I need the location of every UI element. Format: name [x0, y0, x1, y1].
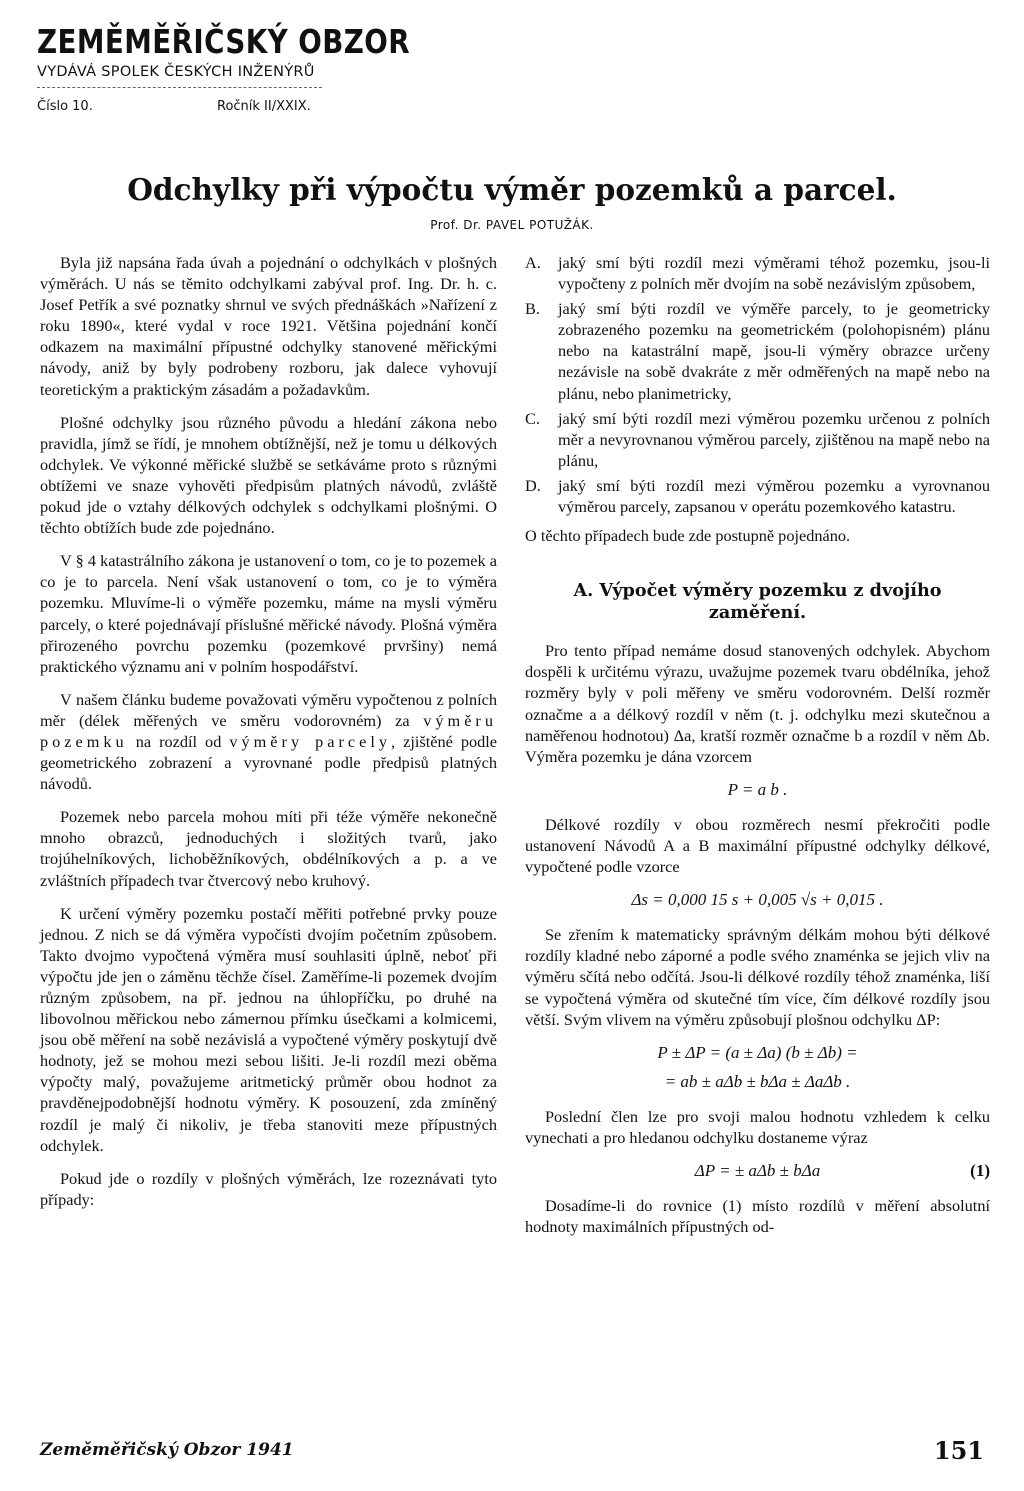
footer-journal-name: Zeměměřičský Obzor 1941 — [40, 1440, 294, 1460]
equation-line: = ab ± aΔb ± bΔa ± ΔaΔb . — [664, 1071, 851, 1091]
left-column — [40, 252, 497, 1222]
issue-number: Číslo 10. — [37, 99, 93, 114]
case-text: jaký smí býti rozdíl mezi výměrou pozemku a vyrovnanou výměrou parcely, zapsanou v operátu pozemkového katastru. — [558, 475, 990, 517]
paragraph: O těchto případech bude zde postupně pojednáno. — [525, 526, 851, 546]
section-heading: A. Výpočet výměry pozemku z dvojího zaměření. — [573, 580, 942, 624]
case-label: A. — [525, 253, 541, 272]
case-label: B. — [525, 299, 540, 319]
paragraph: Pro tento případ nemáme dosud stanovených odchylek. Abychom dospěli k určitému výrazu, uvažujme pozemek tvaru obdélníka, jehož rozměry byly v poli měřeny ve směru vodorovném. Delší rozměr označme a a délkový rozdíl v něm (t. j. odchylku mezi skutečnou a naměřenou hodnotou) Δa, kratší rozměr označme b a rozdíl v něm Δb. Výměra pozemku je dána vzorcem — [525, 641, 990, 766]
case-item — [525, 298, 990, 403]
spaced-term: výměry parcely — [229, 731, 392, 751]
journal-masthead-title: ZEMĚMĚŘIČSKÝ OBZOR — [37, 22, 411, 61]
case-item — [525, 252, 990, 294]
equation-line: P ± ΔP = (a ± Δa) (b ± Δb) = — [657, 1042, 858, 1062]
paragraph: Poslední člen lze pro svoji malou hodnotu vzhledem k celku vynechati a pro hledanou odchylku dostaneme výraz — [525, 1106, 990, 1147]
text-run: , zjištěné podle geometrického zobrazení a vyrovnané podle předpisů platných návodů. — [40, 731, 497, 794]
equation-length-tolerance: Δs = 0,000 15 s + 0,005 √s + 0,015 . — [631, 890, 884, 910]
equation-product — [525, 1042, 990, 1092]
text-run: V našem článku budeme považovati výměru vypočtenou z polních měr (délek měřených ve směru vodorovném) za — [40, 689, 497, 730]
case-text: jaký smí býti rozdíl mezi výměrou pozemku určenou z polních měr a nevyrovnanou výměrou parcely, zjištěnou na mapě nebo na plánu, — [558, 408, 990, 470]
page-number: 151 — [933, 1436, 984, 1465]
paragraph: K určení výměry pozemku postačí měřiti potřebné prvky pouze jednou. Z nich se dá výměra vypočísti dvojím početním způsobem. Takto dvojmo vypočtená výměra musí souhlasiti úplně, neboť při výpočtu jde jen o záměnu těchže čísel. Zaměříme-li pozemek dvojím různým způsobem, na př. jednou na úhlopříčku, po druhé na libovolnou měřickou nebo zámernou přímku úsečkami a kolmicemi, jsou obě měření na sobě nezávislá a vypočtené výměry poskytují dvě hodnoty, jež se mohou mezi sebou lišiti. Je-li rozdíl mezi oběma výpočty malý, považujeme aritmetický průměr obou hodnot za pravděnejpodobnější hodnotu výměry. K posouzení, zda zmíněný rozdíl je malý či nikoliv, je třeba stanoviti meze přípustných odchylek. — [40, 903, 497, 1155]
paragraph: Byla již napsána řada úvah a pojednání o odchylkách v plošných výměrách. U nás se těmito odchylkami zabýval prof. Ing. Dr. h. c. Josef Petřík a své poznatky shrnul ve svých přednáškách »Nařízení z roku 1890«, které vydal v roce 1921. Většina pojednání končí odkazem na maximální přípustné odchylky stanovené měřickými návody, aniž by byly podrobeny rozboru, jak dalece vyhovují teoretickým a praktickým zásadám a požadavkům. — [40, 253, 497, 399]
right-column — [525, 252, 990, 1249]
paragraph: Plošné odchylky jsou různého původu a hledání zákona nebo pravidla, jímž se řídí, je mnohem obtížnější, než je tomu u délkových odchylek. Ve výkonné měřické službě se setkáváme proto s různými obtížemi ve snaze vyhověti předpisům platných návodů, zvláště pokud jde o vztahy délkových odchylek s odchylkami plošnými. O těchto obtížích bude zde pojednáno. — [40, 412, 497, 538]
case-label: C. — [525, 408, 540, 428]
publisher-line: VYDÁVÁ SPOLEK ČESKÝCH INŽENÝRŮ — [37, 64, 315, 80]
equation-1 — [525, 1160, 990, 1181]
article-author: Prof. Dr. PAVEL POTUŽÁK. — [430, 218, 594, 232]
article-title: Odchylky při výpočtu výměr pozemků a parcel. — [127, 172, 897, 207]
paragraph — [40, 689, 497, 794]
text-run: na rozdíl od — [135, 731, 222, 751]
equation-body: ΔP = ± aΔb ± bΔa — [694, 1161, 821, 1181]
case-label: D. — [525, 475, 541, 495]
paragraph: Délkové rozdíly v obou rozměrech nesmí překročiti podle ustanovení Návodů A a B maximální přípustné odchylky délkové, vypočtené podle vzorce — [525, 814, 990, 877]
paragraph: Pozemek nebo parcela mohou míti při téže výměře nekonečně mnoho obrazců, jednoduchých i složitých tvarů, jako trojúhelníkových, lichoběžníkových, obdélníkových a p. a ve zvláštních případech tvar čtvercový nebo kruhový. — [40, 807, 497, 890]
spaced-term: výměru pozemku — [40, 710, 497, 751]
paragraph: Se zřením k matematicky správným délkám mohou býti délkové rozdíly kladné nebo záporné a podle svého znaménka se jejich vliv na výměru sčítá nebo odčítá. Jsou-li délkové rozdíly téhož znaménka, liší se vypočtená výměra od skutečné tím více, čím délkové rozdíly jsou větší. Svým vlivem na výměru způsobují plošnou odchylku ΔP: — [525, 925, 990, 1029]
paragraph: Pokud jde o rozdíly v plošných výměrách, lze rozeznávati tyto případy: — [40, 1168, 497, 1209]
equation-number: (1) — [970, 1161, 990, 1181]
volume-number: Ročník II/XXIX. — [217, 99, 311, 114]
case-item — [525, 475, 990, 517]
case-item — [525, 408, 990, 471]
masthead-divider — [37, 87, 322, 88]
paragraph: V § 4 katastrálního zákona je ustanovení o tom, co je to pozemek a co je to parcela. Není však ustanovení o tom, co je to výměra pozemku. Mluvíme-li o výměře pozemku, máme na mysli výměru parcely, o které pojednávají příslušné měřické návody. Plošná výměra přirozeného povrchu pozemku (pozemkové prvršiny) nemá praktického významu ani v polním hospodářství. — [40, 551, 497, 676]
case-text: jaký smí býti rozdíl mezi výměrami téhož pozemku, jsou-li vypočteny z polních měr dvojím na sobě nezávislým způsobem, — [558, 253, 990, 294]
equation-area: P = a b . — [727, 779, 788, 799]
paragraph: Dosadíme-li do rovnice (1) místo rozdílů v měření absolutní hodnoty maximálních přípustných od- — [525, 1196, 990, 1237]
case-text: jaký smí býti rozdíl ve výměře parcely, to je geometricky zobrazeného pozemku na geometrickém (polohopisném) plánu nebo na katastrální mapě, jsou-li výměry obrazce určeny nezávisle na sobě dvakráte z měr odměřených na mapě nebo na plánu, nebo planimetricky, — [558, 299, 990, 403]
